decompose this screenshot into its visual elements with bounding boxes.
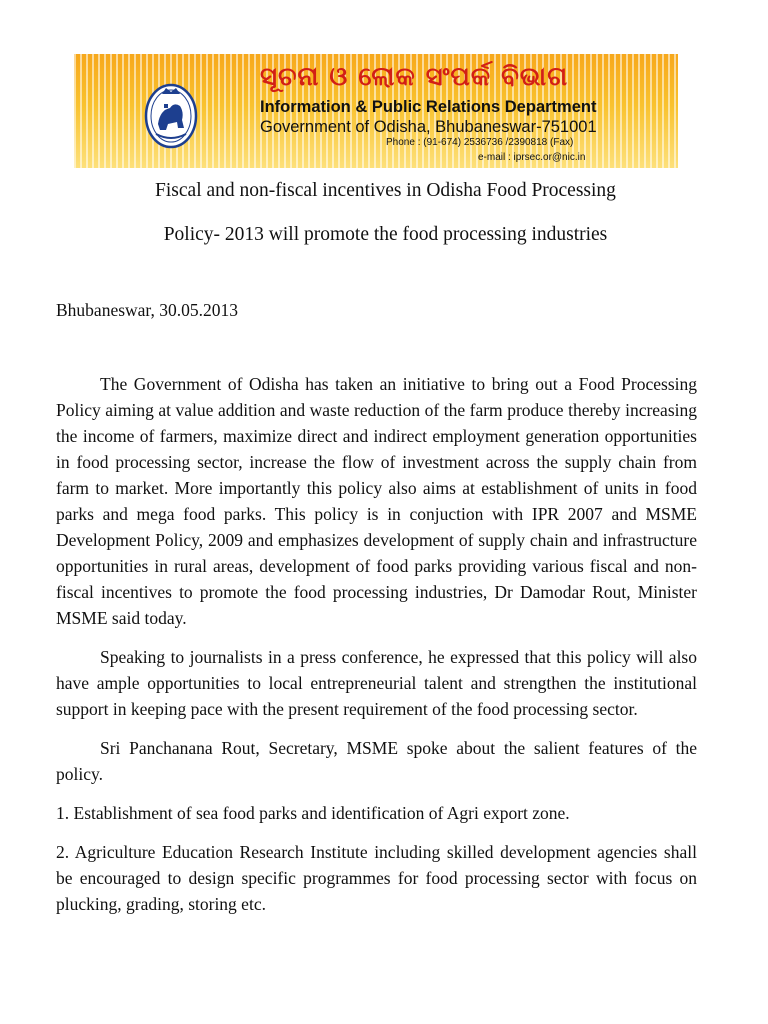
press-release-title-line-1: Fiscal and non-fiscal incentives in Odisha Food Processing [155,180,616,201]
feature-list-item: 1. Establishment of sea food parks and identification of Agri export zone. [56,803,570,823]
press-release-body [56,371,697,930]
body-paragraph: Speaking to journalists in a press conference, he expressed that this policy will also have ample opportunities to local entrepreneurial talent and strengthen the institutional support in keeping pace with the present requirement of the food processing sector. [56,647,697,719]
odia-department-title: ସୂଚନା ଓ ଲୋକ ସଂପର୍କ ବିଭାଗ [260,62,569,92]
feature-list-item: 2. Agriculture Education Research Institute including skilled development agencies shall be encouraged to design specific programmes for food processing sector with focus on plucking, grading, storing etc. [56,842,697,914]
odisha-emblem-icon [144,80,198,150]
body-paragraph: The Government of Odisha has taken an initiative to bring out a Food Processing Policy aiming at value addition and waste reduction of the farm produce thereby increasing the income of farmers, maximize direct and indirect employment generation opportunities in food processing sector, increase the flow of investment across the supply chain from farm to market. More importantly this policy also aims at establishment of units in food parks and mega food parks. This policy is in conjuction with IPR 2007 and MSME Development Policy, 2009 and emphasizes development of supply chain and infrastructure opportunities in rural areas, development of food parks providing various fiscal and non-fiscal incentives to promote the food processing industries, Dr Damodar Rout, Minister MSME said today. [56,374,697,628]
phone-number: Phone : (91-674) 2536736 /2390818 (Fax) [386,137,574,148]
body-paragraph: Sri Panchanana Rout, Secretary, MSME spoke about the salient features of the policy. [56,738,697,784]
government-address: Government of Odisha, Bhubaneswar-751001 [260,118,597,136]
email-address[interactable]: e-mail : iprsec.or@nic.in [478,152,586,163]
department-name: Information & Public Relations Department [260,98,597,116]
press-release-title-line-2: Policy- 2013 will promote the food processing industries [163,224,608,245]
header-banner [74,54,678,168]
dateline: Bhubaneswar, 30.05.2013 [56,300,239,320]
